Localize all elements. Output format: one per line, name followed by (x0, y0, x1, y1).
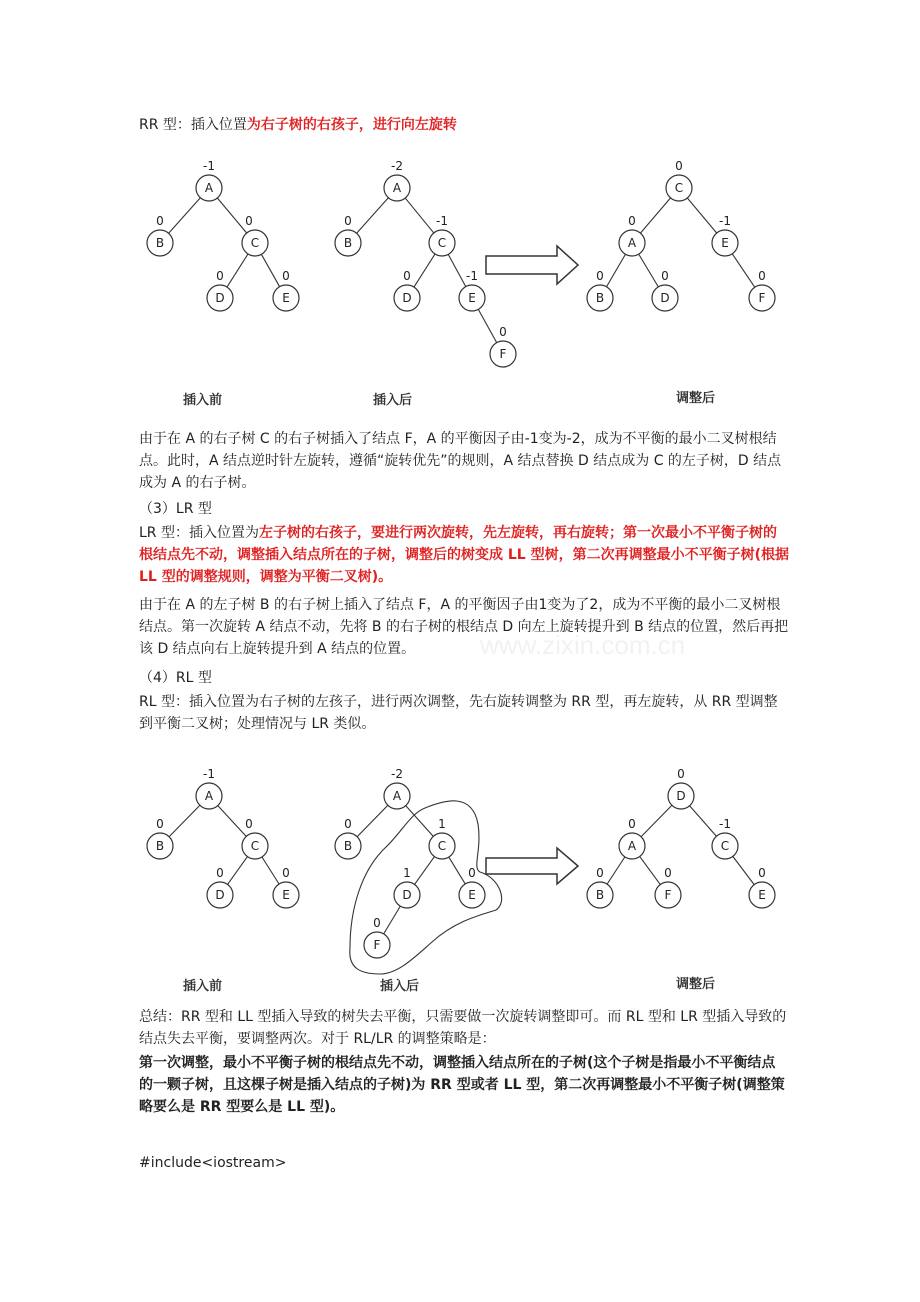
svg-text:F: F (373, 938, 381, 952)
rr-after-balance-factor-E: -1 (466, 269, 478, 283)
svg-text:F: F (499, 347, 507, 361)
rl-before-balance-factor-A: -1 (203, 767, 215, 781)
lr-def-red: 左子树的右孩子，要进行两次旋转，先左旋转，再右旋转；第一次最小不平衡子树的根结点先不动，调整插入结点所在的子树，调整后的树变成 LL 型树，第二次再调整最小不平衡子树(根据 LL 型的调整规则，调整为平衡二叉树)。 (139, 525, 789, 585)
svg-text:B: B (343, 236, 353, 250)
rl-adjusted-node-B (587, 866, 613, 908)
rr-adjusted-node-D (652, 269, 678, 311)
svg-text:A: A (627, 236, 637, 250)
rl-adjusted-balance-factor-F: 0 (664, 866, 672, 880)
rl-adjusted-balance-factor-C: -1 (719, 817, 731, 831)
rl-before-node-C (242, 817, 268, 859)
rl-after-node-D (394, 866, 420, 908)
svg-text:E: E (758, 888, 766, 902)
rr-after-edge-C-D (414, 254, 435, 287)
rr-after-node-D (394, 269, 420, 311)
rl-after-node-B (335, 817, 361, 859)
rl-before-edge-C-E (262, 857, 279, 884)
rr-before-node-E (273, 269, 299, 311)
rl-after-balance-factor-B: 0 (344, 817, 352, 831)
rr-adjusted-node-E (712, 214, 738, 256)
rr-adjusted-node-F (749, 269, 775, 311)
rr-after-node-A (384, 159, 410, 201)
svg-text:B: B (343, 839, 353, 853)
rl-before-node-A (196, 767, 222, 809)
rr-heading-prefix: RR 型：插入位置 (139, 117, 247, 133)
caption-after: 插入后 (380, 979, 420, 994)
rl-adjusted-node-A (619, 817, 645, 859)
rr-after-balance-factor-C: -1 (436, 214, 448, 228)
rl-after-balance-factor-D: 1 (403, 866, 411, 880)
rr-adjusted-edge-E-F (732, 254, 754, 287)
rr-after-node-C (429, 214, 455, 256)
rr-adjusted-edge-A-D (639, 254, 659, 287)
rl-before-balance-factor-B: 0 (156, 817, 164, 831)
rl-definition: RL 型：插入位置为右子树的左孩子，进行两次调整，先右旋转调整为 RR 型，再左旋转，从 RR 型调整到平衡二叉树；处理情况与 LR 类似。 (139, 694, 778, 732)
rr-adjusted-node-A (619, 214, 645, 256)
rr-adjusted-balance-factor-C: 0 (675, 159, 683, 173)
svg-text:E: E (282, 888, 290, 902)
svg-text:A: A (392, 789, 402, 803)
svg-text:D: D (215, 888, 225, 902)
svg-text:B: B (155, 839, 165, 853)
rl-after-node-A (384, 767, 410, 809)
lr-definition (139, 522, 789, 588)
rl-adjusted-node-F (655, 866, 681, 908)
svg-text:A: A (627, 839, 637, 853)
rl-adjusted-balance-factor-B: 0 (596, 866, 604, 880)
svg-text:A: A (204, 181, 214, 195)
rl-after-balance-factor-A: -2 (391, 767, 403, 781)
rl-adjusted-node-C (712, 817, 738, 859)
caption-after: 插入后 (373, 393, 413, 408)
svg-text:B: B (595, 888, 605, 902)
rr-adjusted-balance-factor-A: 0 (628, 214, 636, 228)
rl-before-edge-A-B (169, 805, 200, 836)
rr-heading-red: 为右子树的右孩子，进行向左旋转 (246, 117, 457, 133)
rr-before-balance-factor-D: 0 (216, 269, 224, 283)
rr-explanation: 由于在 A 的右子树 C 的右子树插入了结点 F，A 的平衡因子由-1变为-2，成为不平衡的最小二叉树根结点。此时，A 结点逆时针左旋转，遵循“旋转优先”的规则，A 结点替换 D 结点成为 C 的左子树，D 结点成为 A 的右子树。 (139, 431, 782, 491)
rl-adjusted-edge-D-A (641, 805, 672, 836)
rr-after-balance-factor-F: 0 (499, 325, 507, 339)
rr-adjusted-balance-factor-F: 0 (758, 269, 766, 283)
rl-adjusted-node-E (749, 866, 775, 908)
rl-before-balance-factor-E: 0 (282, 866, 290, 880)
rl-before-edge-A-C (218, 806, 246, 837)
rl-before-node-E (273, 866, 299, 908)
rl-after-balance-factor-E: 0 (468, 866, 476, 880)
rr-adjusted-balance-factor-E: -1 (719, 214, 731, 228)
rr-adjusted-edge-C-A (640, 198, 670, 233)
svg-text:F: F (758, 291, 766, 305)
svg-text:D: D (215, 291, 225, 305)
rl-after-node-F (364, 916, 390, 958)
rl-before-balance-factor-C: 0 (245, 817, 253, 831)
rr-before-node-A (196, 159, 222, 201)
rr-after-node-B (335, 214, 361, 256)
svg-text:C: C (720, 839, 730, 853)
rr-before-node-C (242, 214, 268, 256)
lr-title: （3）LR 型 (139, 501, 212, 517)
svg-text:C: C (437, 839, 447, 853)
caption-before: 插入前 (183, 979, 223, 994)
rr-adjusted-balance-factor-B: 0 (596, 269, 604, 283)
rl-adjusted-edge-D-C (690, 806, 717, 836)
rr-after-balance-factor-D: 0 (403, 269, 411, 283)
rr-after-edge-A-C (405, 198, 434, 233)
transform-arrow (486, 848, 578, 884)
rr-rotation-diagram (0, 140, 920, 560)
rr-before-balance-factor-B: 0 (156, 214, 164, 228)
rr-after-edge-E-F (478, 309, 496, 342)
rl-after-balance-factor-C: 1 (438, 817, 446, 831)
svg-text:E: E (282, 291, 290, 305)
svg-text:E: E (721, 236, 729, 250)
svg-text:E: E (468, 888, 476, 902)
rr-before-edge-C-D (227, 254, 248, 287)
rl-adjusted-balance-factor-D: 0 (677, 767, 685, 781)
rl-after-balance-factor-F: 0 (373, 916, 381, 930)
caption-adjusted: 调整后 (676, 977, 716, 992)
rl-before-edge-C-D (228, 857, 248, 885)
rr-adjusted-node-B (587, 269, 613, 311)
watermark: www.zixin.com.cn (480, 630, 686, 660)
rl-after-node-C (429, 817, 455, 859)
rr-before-edge-C-E (261, 254, 279, 286)
rr-before-balance-factor-A: -1 (203, 159, 215, 173)
rr-adjusted-node-C (666, 159, 692, 201)
rr-before-edge-A-C (217, 198, 246, 233)
rr-heading (139, 114, 789, 136)
svg-text:B: B (595, 291, 605, 305)
svg-text:C: C (437, 236, 447, 250)
svg-text:D: D (402, 888, 412, 902)
rr-after-node-E (459, 269, 485, 311)
rr-before-node-B (147, 214, 173, 256)
lr-def-prefix: LR 型：插入位置为 (139, 525, 259, 541)
rl-title: （4）RL 型 (139, 670, 212, 686)
rl-before-node-D (207, 866, 233, 908)
svg-text:C: C (250, 839, 260, 853)
rr-adjusted-edge-A-B (607, 254, 626, 287)
rl-after-edge-A-B (357, 805, 388, 836)
rl-after-edge-C-D (415, 857, 435, 885)
svg-text:D: D (402, 291, 412, 305)
rl-adjusted-edge-A-B (607, 857, 625, 884)
svg-text:C: C (674, 181, 684, 195)
code-include-line: #include<iostream> (139, 1155, 287, 1171)
rl-adjusted-node-D (668, 767, 694, 809)
rr-after-edge-C-E (448, 254, 466, 286)
svg-text:C: C (250, 236, 260, 250)
svg-text:A: A (204, 789, 214, 803)
rl-adjusted-balance-factor-E: 0 (758, 866, 766, 880)
caption-before: 插入前 (183, 393, 223, 408)
svg-text:F: F (664, 888, 672, 902)
rr-after-balance-factor-B: 0 (344, 214, 352, 228)
rr-before-edge-A-B (169, 198, 201, 234)
rr-adjusted-edge-C-E (687, 198, 716, 233)
rr-before-balance-factor-E: 0 (282, 269, 290, 283)
svg-text:B: B (155, 236, 165, 250)
summary-text: 总结：RR 型和 LL 型插入导致的树失去平衡，只需要做一次旋转调整即可。而 RL 型和 LR 型插入导致的结点失去平衡，要调整两次。对于 RL/LR 的调整策略是： (139, 1009, 787, 1047)
transform-arrow (486, 246, 578, 284)
rr-after-node-F (490, 325, 516, 367)
rl-before-node-B (147, 817, 173, 859)
rl-after-edge-D-F (384, 906, 401, 934)
svg-text:E: E (468, 291, 476, 305)
rr-after-balance-factor-A: -2 (391, 159, 403, 173)
rl-adjusted-edge-C-E (733, 856, 754, 884)
rl-after-edge-C-E (449, 857, 465, 884)
rr-before-node-D (207, 269, 233, 311)
rl-adjusted-balance-factor-A: 0 (628, 817, 636, 831)
svg-text:D: D (660, 291, 670, 305)
rr-after-edge-A-B (357, 198, 389, 234)
rr-adjusted-balance-factor-D: 0 (661, 269, 669, 283)
rl-adjusted-edge-A-F (640, 856, 661, 884)
rl-before-balance-factor-D: 0 (216, 866, 224, 880)
svg-text:A: A (392, 181, 402, 195)
rr-before-balance-factor-C: 0 (245, 214, 253, 228)
caption-adjusted: 调整后 (676, 391, 716, 406)
svg-text:D: D (676, 789, 686, 803)
summary-strategy: 第一次调整，最小不平衡子树的根结点先不动，调整插入结点所在的子树(这个子树是指最小不平衡结点的一颗子树，且这棵子树是插入结点的子树)为 RR 型或者 LL 型，第二次再调整最小不平衡子树(调整策略要么是 RR 型要么是 LL 型)。 (139, 1055, 785, 1115)
lr-explanation: 由于在 A 的左子树 B 的右子树上插入了结点 F，A 的平衡因子由1变为了2，成为不平衡的最小二叉树根结点。第一次旋转 A 结点不动，先将 B 的右子树的根结点 D 向左上旋转提升到 B 结点的位置，然后再把该 D 结点向右上旋转提升到 A 结点的位置。 (139, 597, 789, 657)
rl-rotation-diagram (0, 752, 920, 1002)
